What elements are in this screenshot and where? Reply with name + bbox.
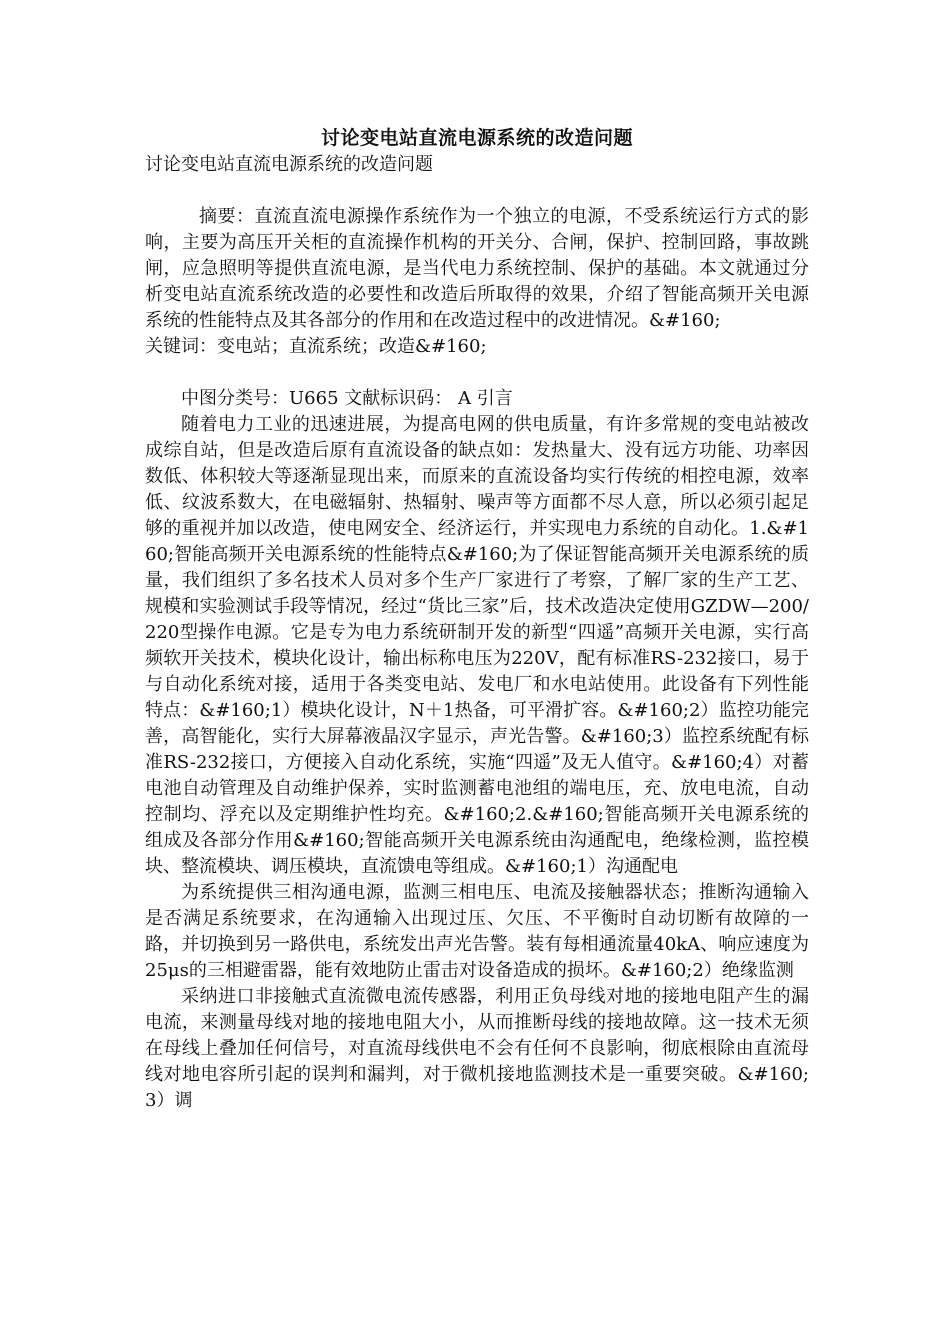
blank-line — [145, 178, 809, 204]
keywords-line: 关键词：变电站；直流系统；改造&#160; — [145, 336, 487, 357]
body-paragraph-1: 随着电力工业的迅速进展，为提高电网的供电质量，有许多常规的变电站被改成综自站，但是改造后原有直流设备的缺点如：发热量大、没有远方功能、功率因数低、体积较大等逐渐显现出来，而原来的直流设备均实行传统的相控电源，效率低、纹波系数大，在电磁辐射、热辐射、噪声等方面都不尽人意，所以必须引起足够的重视并加以改造，使电网安全、经济运行，并实现电力系统的自动化。1.&#160;智能高频开关电源系统的性能特点&#160;为了保证智能高频开关电源系统的质量，我们组织了多名技术人员对多个生产厂家进行了考察，了解厂家的生产工艺、规模和实验测试手段等情况，经过“货比三家”后，技术改造决定使用GZDW—200/220型操作电源。它是专为电力系统研制开发的新型“四遥”高频开关电源，实行高频软开关技术，模块化设计，输出标称电压为220V，配有标准RS-232接口，易于与自动化系统对接，适用于各类变电站、发电厂和水电站使用。此设备有下列性能特点：&#160;1）模块化设计，N＋1热备，可平滑扩容。&#160;2）监控功能完善，高智能化，实行大屏幕液晶汉字显示，声光告警。&#160;3）监控系统配有标准RS-232接口，方便接入自动化系统，实施“四遥”及无人值守。&#160;4）对蓄电池自动管理及自动维护保养，实时监测蓄电池组的端电压，充、放电电流，自动控制均、浮充以及定期维护性均充。&#160;2.&#160;智能高频开关电源系统的组成及各部分作用&#160;智能高频开关电源系统由沟通配电，绝缘检测，监控模块、整流模块、调压模块，直流馈电等组成。&#160;1）沟通配电 — [145, 414, 809, 877]
classification-line: 中图分类号：U665 文献标识码： A 引言 — [181, 388, 513, 409]
body-paragraph-2: 为系统提供三相沟通电源，监测三相电压、电流及接触器状态；推断沟通输入是否满足系统要求，在沟通输入出现过压、欠压、不平衡时自动切断有故障的一路，并切换到另一路供电，系统发出声光告警。装有每相通流量40kA、响应速度为25μs的三相避雷器，能有效地防止雷击对设备造成的损坏。&#160;2）绝缘监测 — [145, 882, 809, 981]
document-subtitle: 讨论变电站直流电源系统的改造问题 — [145, 154, 433, 175]
document-body — [145, 124, 809, 1114]
document-title: 讨论变电站直流电源系统的改造问题 — [320, 127, 633, 149]
abstract-paragraph: 摘要：直流直流电源操作系统作为一个独立的电源，不受系统运行方式的影响，主要为高压开关柜的直流操作机构的开关分、合闸，保护、控制回路，事故跳闸，应急照明等提供直流电源，是当代电力系统控制、保护的基础。本文就通过分析变电站直流系统改造的必要性和改造后所取得的效果，介绍了智能高频开关电源系统的性能特点及其各部分的作用和在改造过程中的改进情况。&#160; — [145, 206, 809, 331]
blank-line — [145, 360, 809, 386]
body-paragraph-3: 采纳进口非接触式直流微电流传感器，利用正负母线对地的接地电阻产生的漏电流，来测量母线对地的接地电阻大小，从而推断母线的接地故障。这一技术无须在母线上叠加任何信号，对直流母线供电不会有任何不良影响，彻底根除由直流母线对地电容所引起的误判和漏判，对于微机接地监测技术是一重要突破。&#160;3）调 — [145, 986, 809, 1111]
